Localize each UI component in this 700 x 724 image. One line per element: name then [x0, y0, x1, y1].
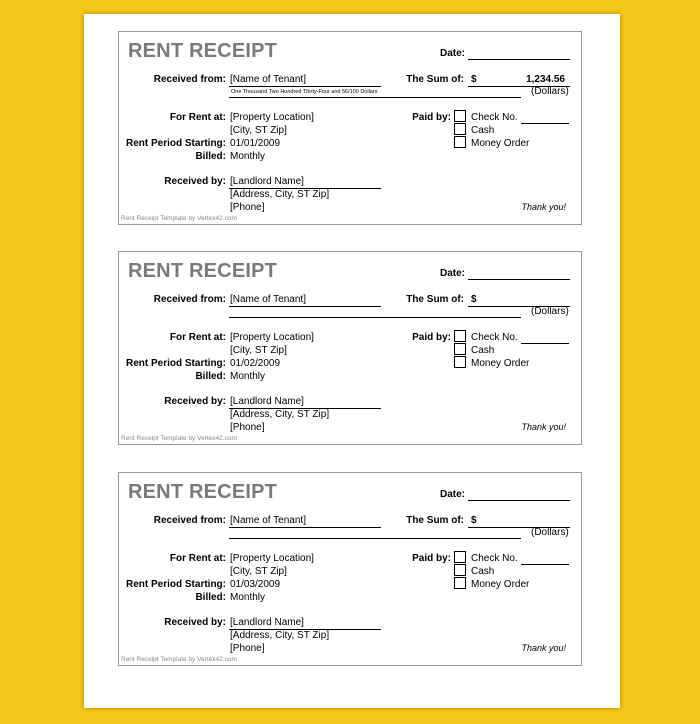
cash-label: Cash — [471, 566, 495, 577]
date-label: Date: — [439, 48, 465, 59]
amount-words-line[interactable] — [229, 97, 521, 98]
received-by-label: Received by: — [164, 176, 226, 187]
received-from-label: Received from: — [153, 294, 226, 305]
tenant-field-line[interactable] — [229, 86, 381, 87]
rent-period-label: Rent Period Starting: — [125, 358, 226, 369]
template-credit: Rent Receipt Template by Vertex42.com — [121, 435, 237, 442]
check-no-field-line[interactable] — [521, 343, 569, 344]
landlord-address: [Address, City, ST Zip] — [230, 630, 330, 641]
landlord-phone: [Phone] — [230, 422, 265, 433]
paid-by-label: Paid by: — [412, 553, 451, 564]
check-no-field-line[interactable] — [521, 123, 569, 124]
date-label: Date: — [439, 268, 465, 279]
thank-you-note: Thank you! — [521, 422, 566, 432]
billed-value: Monthly — [230, 151, 266, 162]
landlord-phone: [Phone] — [230, 202, 265, 213]
cash-checkbox[interactable] — [454, 123, 466, 135]
receipt-title: RENT RECEIPT — [128, 481, 278, 503]
landlord-address: [Address, City, ST Zip] — [230, 409, 330, 420]
check-no-field-line[interactable] — [521, 564, 569, 565]
property-city: [City, ST Zip] — [230, 566, 287, 577]
dollars-label: (Dollars) — [531, 86, 569, 97]
tenant-field-line[interactable] — [229, 306, 381, 307]
landlord-phone: [Phone] — [230, 643, 265, 654]
money-order-checkbox[interactable] — [454, 136, 466, 148]
for-rent-at-label: For Rent at: — [169, 332, 226, 343]
sum-of-label: The Sum of: — [406, 294, 464, 305]
currency-symbol: $ — [471, 294, 477, 305]
billed-label: Billed: — [195, 151, 226, 162]
cash-label: Cash — [471, 125, 495, 136]
money-order-label: Money Order — [471, 138, 530, 149]
amount-words-line[interactable] — [229, 538, 521, 539]
template-credit: Rent Receipt Template by Vertex42.com — [121, 656, 237, 663]
check-no-label: Check No. — [471, 332, 518, 343]
date-field-line[interactable] — [468, 500, 570, 501]
rent-receipt-1 — [118, 31, 582, 225]
currency-symbol: $ — [471, 515, 477, 526]
received-by-label: Received by: — [164, 617, 226, 628]
date-label: Date: — [439, 489, 465, 500]
amount-in-words: One Thousand Two Hundred Thirty-Four and 56/100 Dollars — [231, 89, 378, 95]
amount-words-line[interactable] — [229, 317, 521, 318]
check-checkbox[interactable] — [454, 330, 466, 342]
rent-period-value: 01/03/2009 — [230, 579, 281, 590]
property-location: [Property Location] — [230, 553, 314, 564]
paid-by-label: Paid by: — [412, 112, 451, 123]
cash-checkbox[interactable] — [454, 343, 466, 355]
template-credit: Rent Receipt Template by Vertex42.com — [121, 215, 237, 222]
received-from-label: Received from: — [153, 515, 226, 526]
watermark-text: www.pagechristiansincollege.com — [94, 686, 245, 696]
receipt-title: RENT RECEIPT — [128, 40, 278, 62]
for-rent-at-label: For Rent at: — [169, 553, 226, 564]
landlord-address: [Address, City, ST Zip] — [230, 189, 330, 200]
tenant-name: [Name of Tenant] — [230, 294, 306, 305]
check-checkbox[interactable] — [454, 110, 466, 122]
property-city: [City, ST Zip] — [230, 125, 287, 136]
document-page — [84, 14, 620, 708]
thank-you-note: Thank you! — [521, 202, 566, 212]
billed-value: Monthly — [230, 371, 266, 382]
landlord-name: [Landlord Name] — [230, 176, 304, 187]
billed-label: Billed: — [195, 371, 226, 382]
rent-receipt-2 — [118, 251, 582, 445]
rent-period-label: Rent Period Starting: — [125, 579, 226, 590]
rent-period-label: Rent Period Starting: — [125, 138, 226, 149]
received-from-label: Received from: — [153, 74, 226, 85]
money-order-label: Money Order — [471, 579, 530, 590]
date-field-line[interactable] — [468, 279, 570, 280]
sum-of-label: The Sum of: — [406, 515, 464, 526]
property-city: [City, ST Zip] — [230, 345, 287, 356]
billed-value: Monthly — [230, 592, 266, 603]
for-rent-at-label: For Rent at: — [169, 112, 226, 123]
rent-period-value: 01/01/2009 — [230, 138, 281, 149]
dollars-label: (Dollars) — [531, 527, 569, 538]
money-order-label: Money Order — [471, 358, 530, 369]
property-location: [Property Location] — [230, 112, 314, 123]
landlord-name: [Landlord Name] — [230, 396, 304, 407]
property-location: [Property Location] — [230, 332, 314, 343]
currency-symbol: $ — [471, 74, 477, 85]
check-no-label: Check No. — [471, 553, 518, 564]
check-checkbox[interactable] — [454, 551, 466, 563]
cash-label: Cash — [471, 345, 495, 356]
paid-by-label: Paid by: — [412, 332, 451, 343]
tenant-field-line[interactable] — [229, 527, 381, 528]
rent-period-value: 01/02/2009 — [230, 358, 281, 369]
received-by-label: Received by: — [164, 396, 226, 407]
date-field-line[interactable] — [468, 59, 570, 60]
receipt-title: RENT RECEIPT — [128, 260, 278, 282]
dollars-label: (Dollars) — [531, 306, 569, 317]
thank-you-note: Thank you! — [521, 643, 566, 653]
cash-checkbox[interactable] — [454, 564, 466, 576]
check-no-label: Check No. — [471, 112, 518, 123]
tenant-name: [Name of Tenant] — [230, 515, 306, 526]
tenant-name: [Name of Tenant] — [230, 74, 306, 85]
rent-receipt-3 — [118, 472, 582, 666]
sum-amount: 1,234.56 — [526, 74, 565, 85]
billed-label: Billed: — [195, 592, 226, 603]
money-order-checkbox[interactable] — [454, 356, 466, 368]
sum-of-label: The Sum of: — [406, 74, 464, 85]
landlord-name: [Landlord Name] — [230, 617, 304, 628]
money-order-checkbox[interactable] — [454, 577, 466, 589]
